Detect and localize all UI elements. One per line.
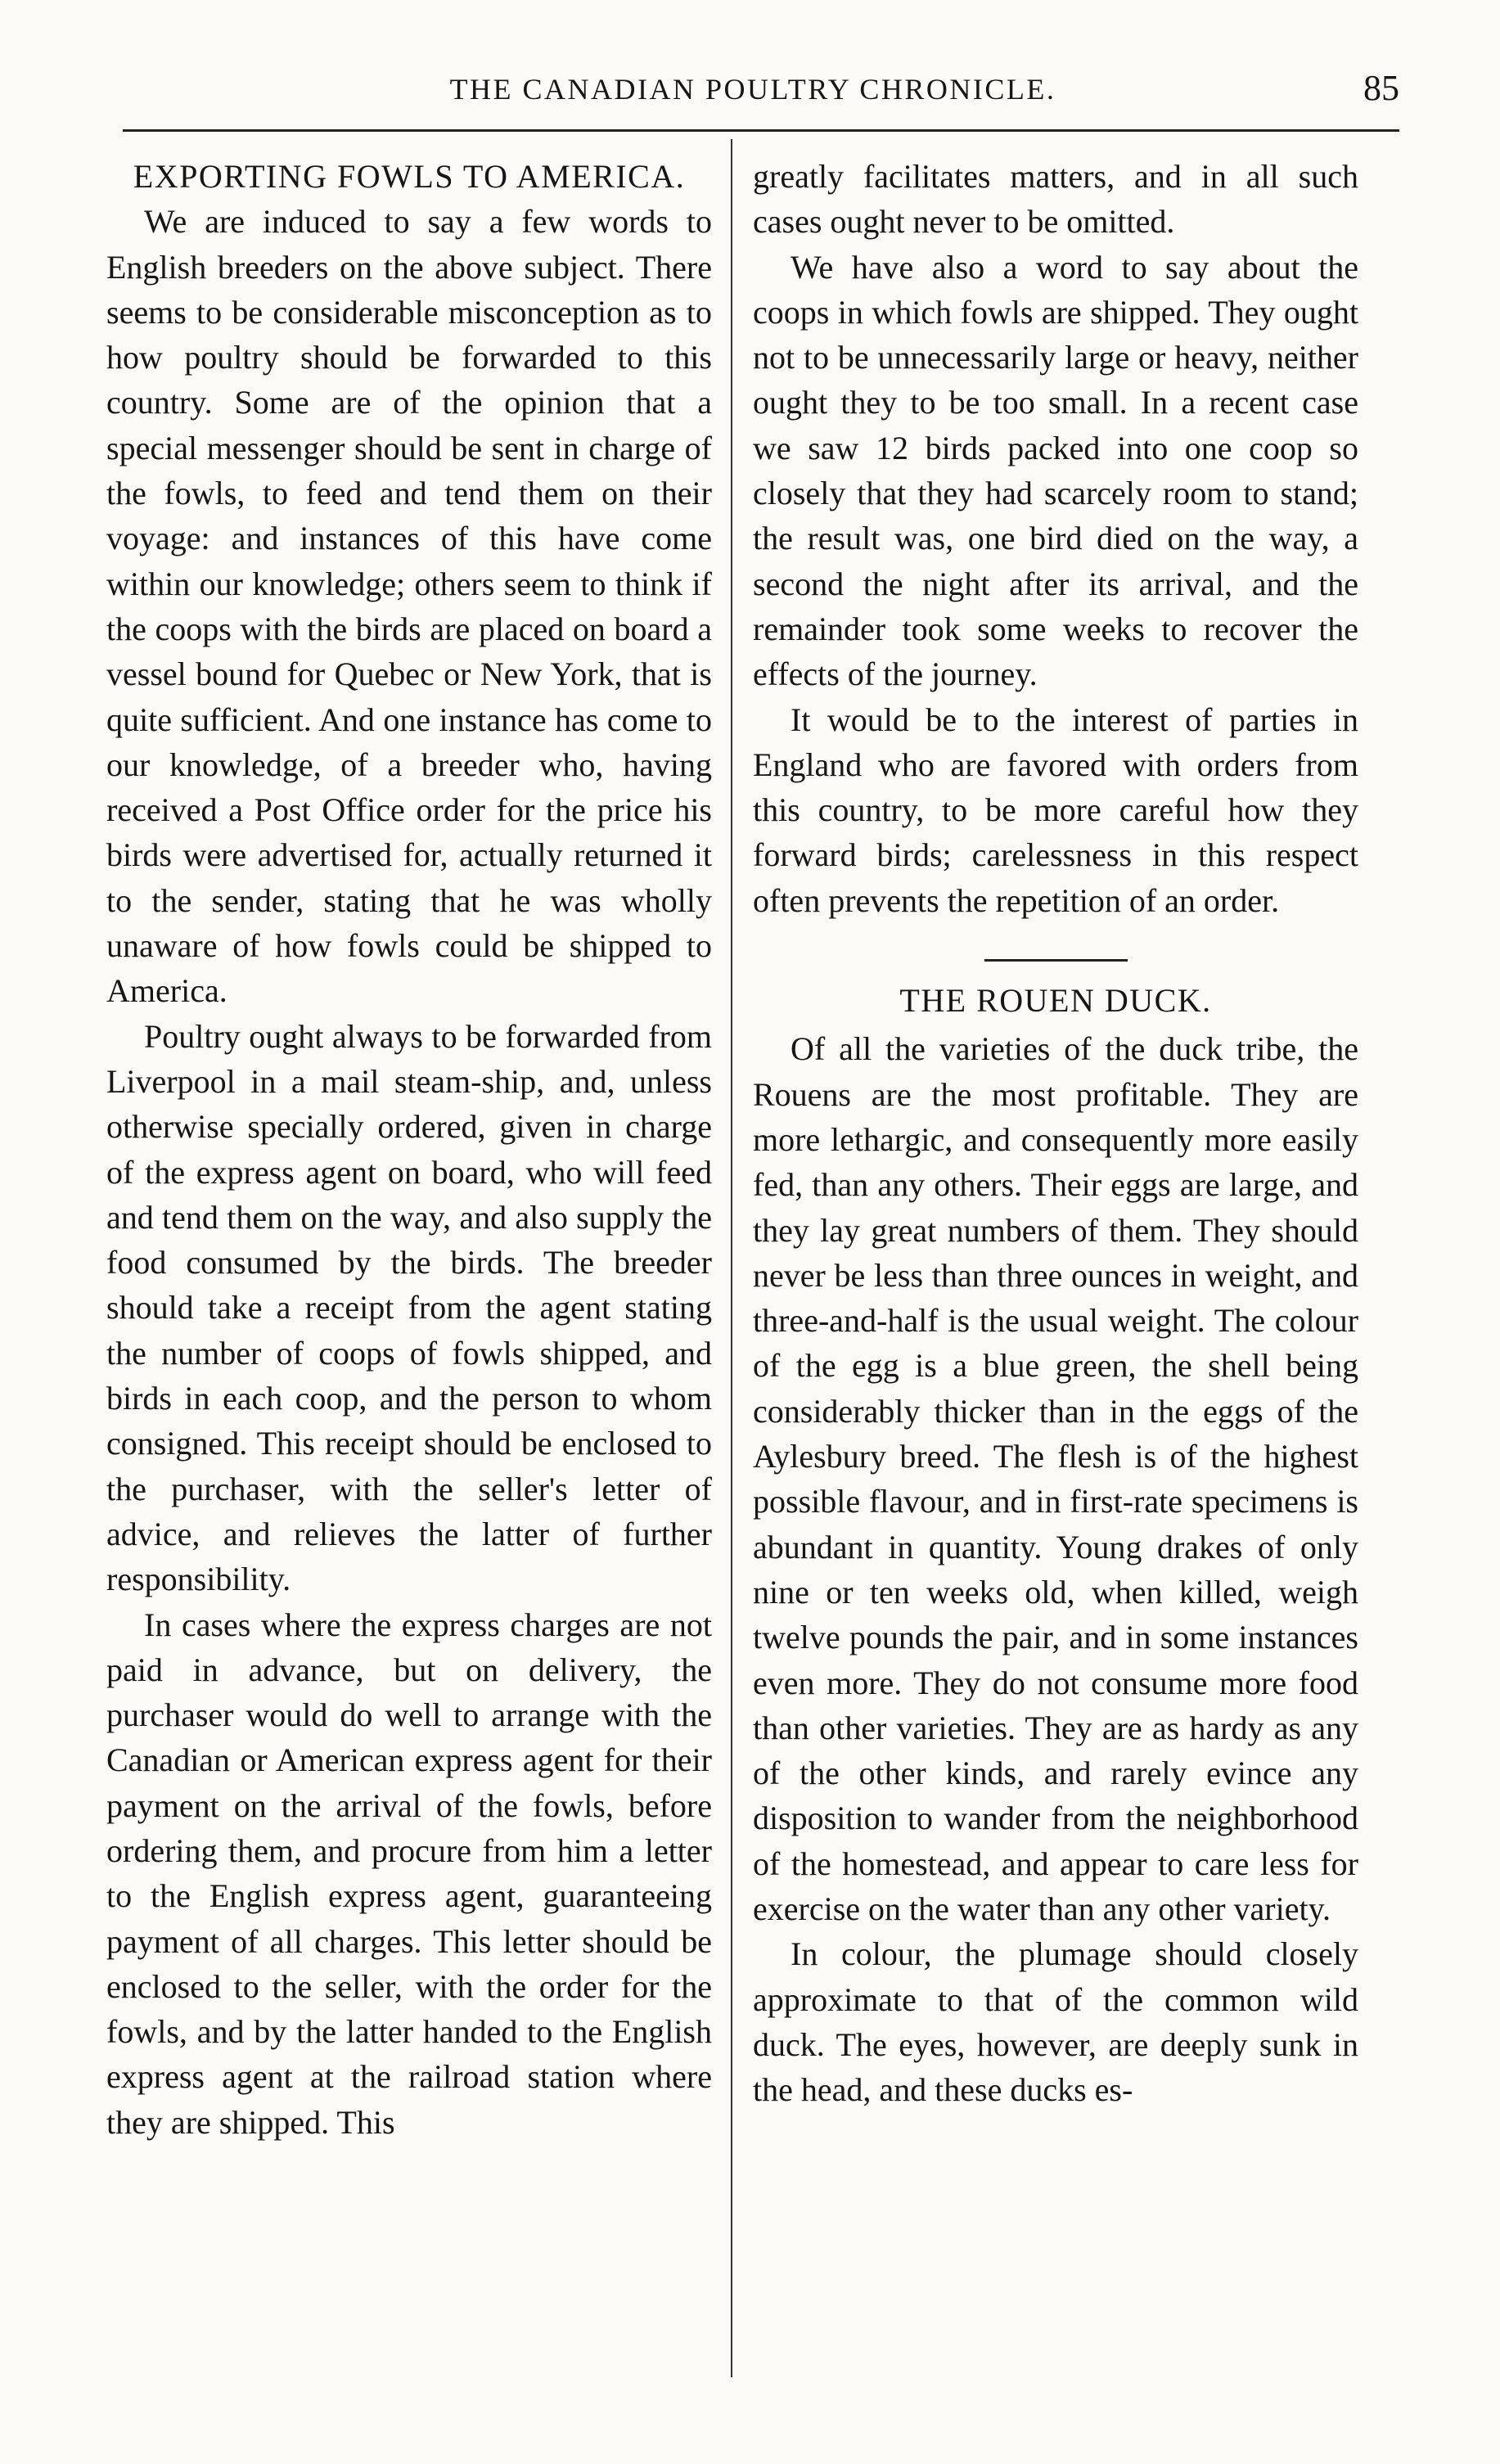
header-rule bbox=[123, 129, 1399, 132]
paragraph: Of all the varieties of the duck tribe, the Rouens are the most profitable. They are more lethargic, and consequently more easily fed, than any others. Their eggs are large, and they lay great numbers of them. They should never be less than three ounces in weight, and three-and-half is the usual weight. The colour of the egg is a blue green, the shell being considerably thicker than in the eggs of the Aylesbury breed. The flesh is of the highest possible flavour, and in first-rate specimens is abundant in quantity. Young drakes of only nine or ten weeks old, when killed, weigh twelve pounds the pair, and in some instances even more. They do not consume more food than other varieties. They are as hardy as any of the other kinds, and rarely evince any disposition to wander from the neighborhood of the homestead, and appear to care less for exercise on the water than any other variety. bbox=[753, 1030, 1358, 1927]
continued-paragraph: greatly facilitates matters, and in all such cases ought never to be omitted. bbox=[753, 158, 1358, 241]
article-heading-exporting-fowls: EXPORTING FOWLS TO AMERICA. bbox=[133, 158, 686, 195]
section-separator-rule bbox=[984, 959, 1128, 962]
paragraph: In cases where the express charges are not paid in advance, but on delivery, the purchaser would do well to arrange with the Canadian or American express agent for their payment on the arrival of the fowls, before ordering them, and procure from him a letter to the English express agent, guaranteeing payment of all charges. This letter should be enclosed to the seller, with the order for the fowls, and by the latter handed to the English express agent at the railroad station where they are shipped. This bbox=[106, 1606, 712, 2141]
running-title: THE CANADIAN POULTRY CHRONICLE. bbox=[449, 73, 1056, 106]
right-column bbox=[753, 154, 1358, 2112]
column-divider bbox=[731, 139, 732, 2377]
article-heading-rouen-duck: THE ROUEN DUCK. bbox=[899, 982, 1212, 1020]
paragraph: We have also a word to say about the coops in which fowls are shipped. They ought not to be unnecessarily large or heavy, neither ought they to be too small. In a recent case we saw 12 birds packed into one coop so closely that they had scarcely room to stand; the result was, one bird died on the way, a second the night after its arrival, and the remainder took some weeks to recover the effects of the journey. bbox=[753, 248, 1358, 693]
paragraph: In colour, the plumage should closely approximate to that of the common wild duck. The eyes, however, are deeply sunk in the head, and these ducks es- bbox=[753, 1935, 1358, 2109]
page-number: 85 bbox=[1363, 68, 1399, 108]
running-head bbox=[106, 68, 1399, 121]
paragraph: It would be to the interest of parties in England who are favored with orders from this country, to be more careful how they forward birds; carelessness in this respect often prevents the repetition of an order. bbox=[753, 700, 1358, 919]
paragraph: Poultry ought always to be forwarded from Liverpool in a mail steam-ship, and, unless otherwise specially ordered, given in charge of the express agent on board, who will feed and tend them on the way, and also supply the food consumed by the birds. The breeder should take a receipt from the agent stating the number of coops of fowls shipped, and birds in each coop, and the person to whom consigned. This receipt should be enclosed to the purchaser, with the seller's letter of advice, and relieves the latter of further responsibility. bbox=[106, 1017, 712, 1598]
left-column bbox=[106, 154, 712, 2145]
paragraph: We are induced to say a few words to English breeders on the above subject. There seems to be considerable misconception as to how poultry should be forwarded to this country. Some are of the opinion that a special messenger should be sent in charge of the fowls, to feed and tend them on their voyage: and instances of this have come within our knowledge; others seem to think if the coops with the birds are placed on board a vessel bound for Quebec or New York, that is quite sufficient. And one instance has come to our knowledge, of a breeder who, having received a Post Office order for the price his birds were advertised for, actually returned it to the sender, stating that he was wholly unaware of how fowls could be shipped to America. bbox=[106, 203, 712, 1010]
